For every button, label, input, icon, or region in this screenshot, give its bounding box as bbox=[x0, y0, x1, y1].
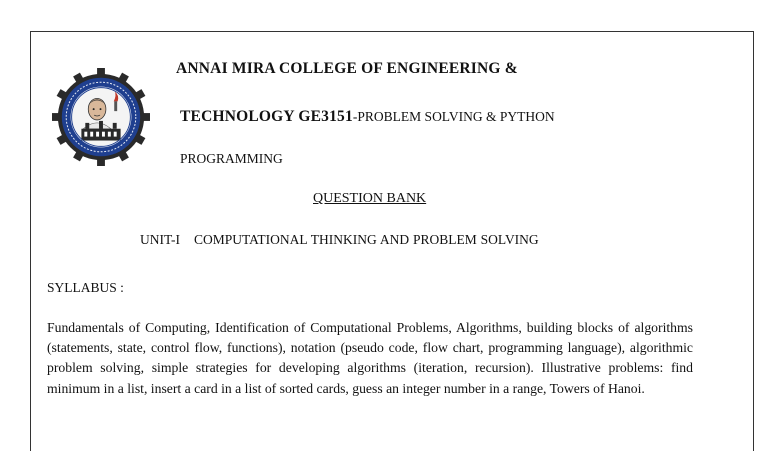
course-code: TECHNOLOGY GE3151 bbox=[180, 108, 353, 125]
unit-title: COMPUTATIONAL THINKING AND PROBLEM SOLVING bbox=[194, 232, 539, 247]
syllabus-heading: SYLLABUS : bbox=[47, 280, 124, 295]
unit-heading bbox=[140, 232, 539, 248]
course-title-part: -PROBLEM SOLVING & PYTHON bbox=[352, 109, 555, 124]
unit-number: UNIT-I bbox=[140, 232, 180, 247]
course-title-line3: PROGRAMMING bbox=[180, 151, 283, 166]
college-name-line2 bbox=[180, 108, 555, 126]
college-seal-icon bbox=[52, 68, 150, 166]
syllabus-paragraph: Fundamentals of Computing, Identification of Computational Problems, Algorithms, building blocks of algorithms (statements, state, control flow, functions), notation (pseudo code, flow chart, programming language), algorithmic problem solving, simple strategies for developing algorithms (iteration, recursion). Illustrative problems: find minimum in a list, insert a card in a list of sorted cards, guess an integer number in a range, Towers of Hanoi. bbox=[47, 320, 693, 396]
college-name-line1: ANNAI MIRA COLLEGE OF ENGINEERING & bbox=[176, 60, 518, 77]
question-bank-heading: QUESTION BANK bbox=[313, 191, 427, 206]
